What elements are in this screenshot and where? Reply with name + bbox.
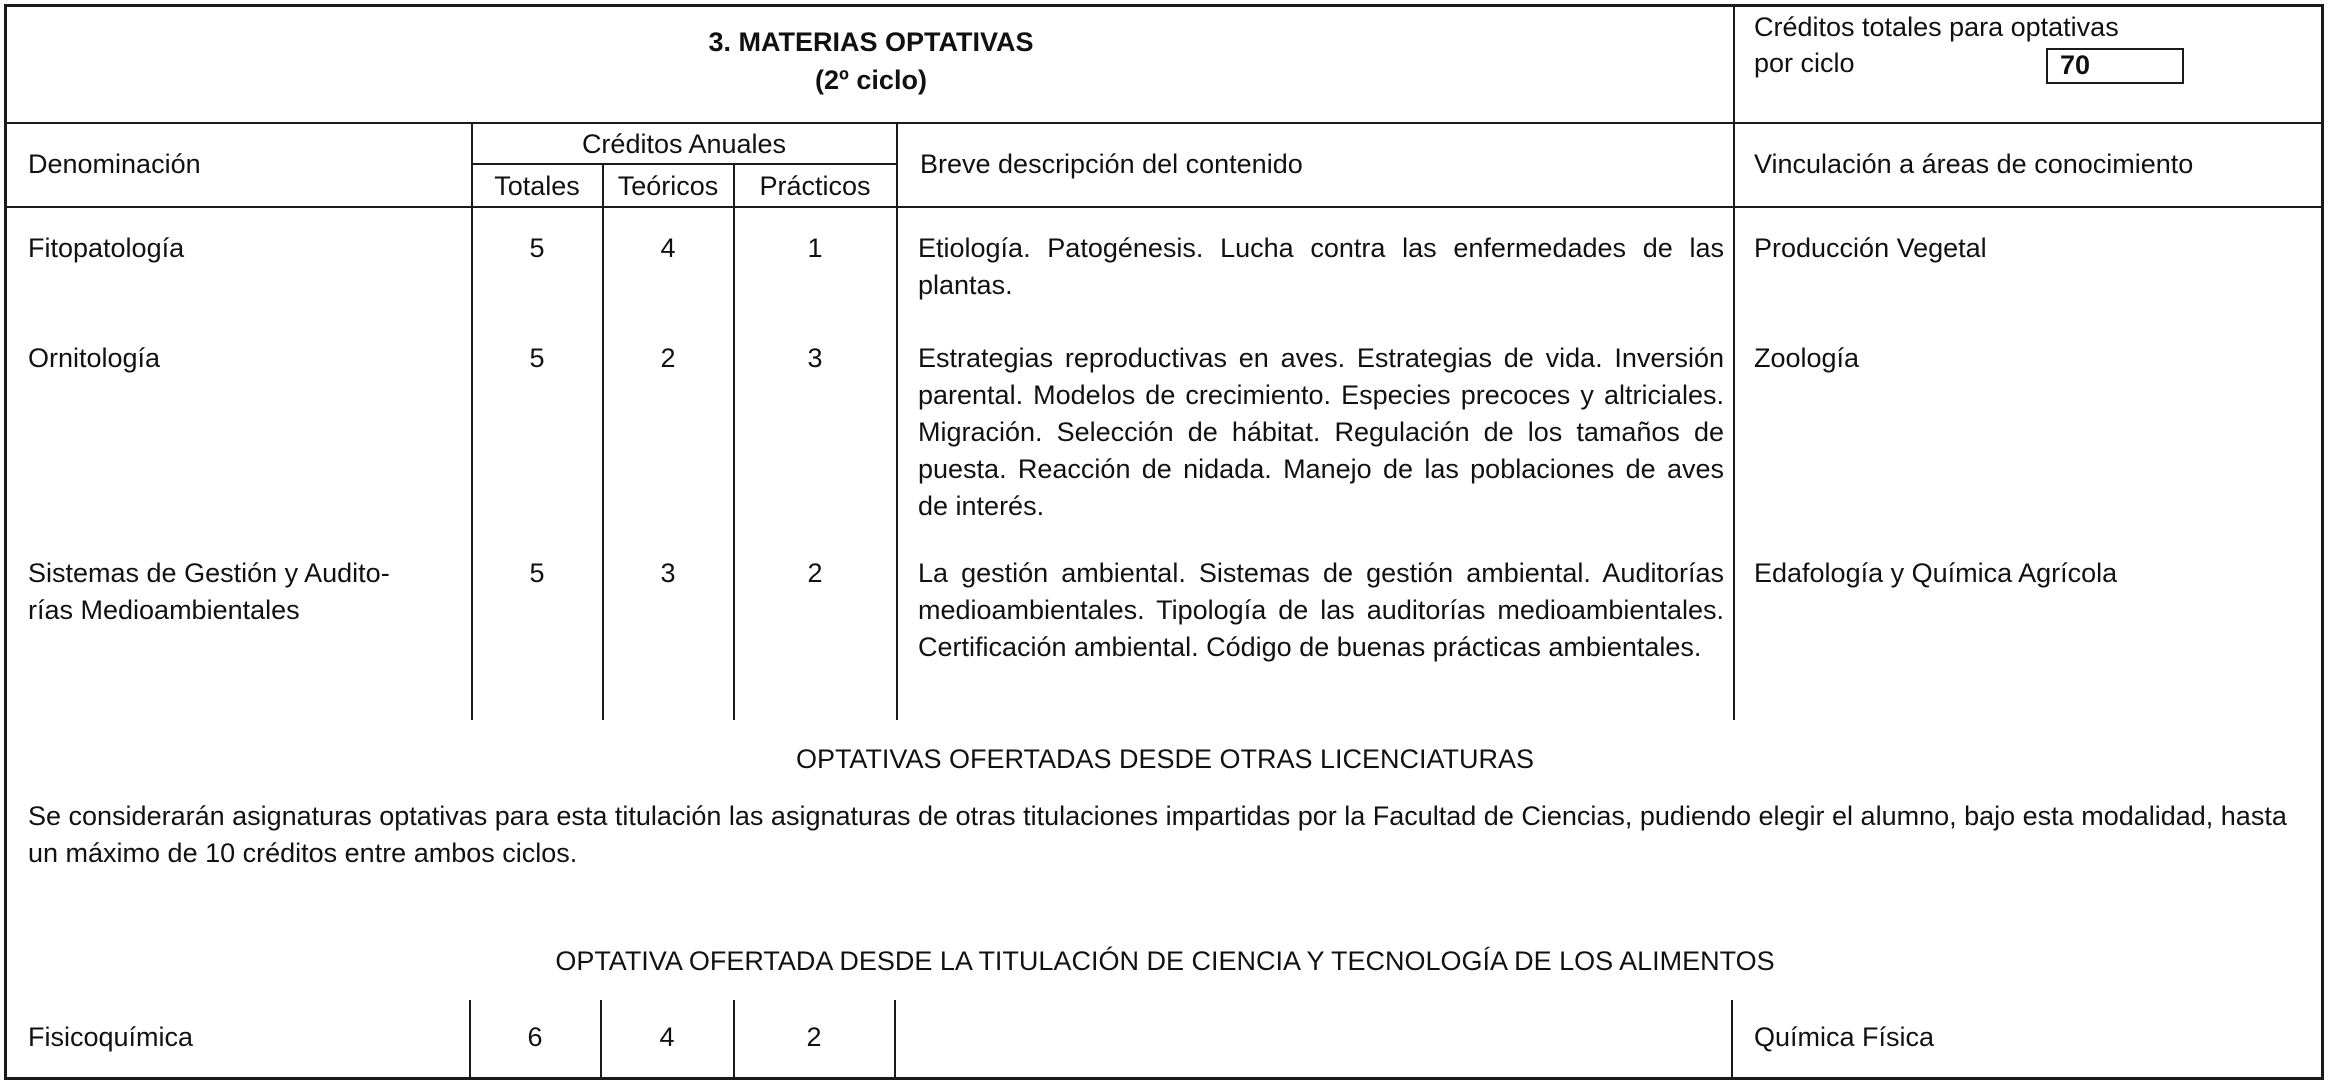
credits-label: Créditos totales para optativas [1754, 12, 2119, 42]
row-fitopatologia-practicos: 1 [807, 233, 823, 263]
column-header-divider [7, 206, 2323, 208]
row-ornitologia-practicos: 3 [807, 343, 823, 373]
row-fisicoquimica-name: Fisicoquímica [28, 1022, 194, 1052]
header-divider [7, 122, 2323, 124]
column-header-practicos: Prácticos [759, 171, 871, 201]
row-ornitologia-name: Ornitología [28, 343, 161, 373]
column-header-descripcion: Breve descripción del contenido [920, 149, 1303, 179]
row-sistemas-gestion-teoricos: 3 [660, 558, 676, 588]
credits-label-cycle: por ciclo [1754, 48, 1855, 78]
row-sistemas-gestion-practicos: 2 [807, 558, 823, 588]
column-header-creditos-anuales: Créditos Anuales [581, 129, 787, 159]
row-sistemas-gestion-totales: 5 [529, 558, 545, 588]
creditos-subheader-divider [472, 163, 896, 165]
row-fitopatologia-teoricos: 4 [660, 233, 676, 263]
otras-licenciaturas-heading: OPTATIVAS OFERTADAS DESDE OTRAS LICENCIATURAS [795, 744, 1535, 774]
alimentos-heading: OPTATIVA OFERTADA DESDE LA TITULACIÓN DE CIENCIA Y TECNOLOGÍA DE LOS ALIMENTOS [555, 946, 1775, 976]
row-ornitologia-totales: 5 [529, 343, 545, 373]
row-sistemas-gestion-name: Sistemas de Gestión y Audito- [28, 558, 390, 588]
row-fitopatologia-name: Fitopatología [28, 233, 185, 263]
row-fitopatologia-vinculacion: Producción Vegetal [1754, 233, 1987, 263]
row-ornitologia-vinculacion: Zoología [1754, 343, 1860, 373]
col-divider-5 [1733, 122, 1735, 720]
column-header-totales: Totales [494, 171, 580, 201]
col-divider-4 [896, 122, 898, 720]
otras-licenciaturas-paragraph: Se considerarán asignaturas optativas para esta titulación las asignaturas de otras titulaciones impartidas por la Facultad de Ciencias, pudiendo elegir el alumno, bajo esta modalidad, hasta un máximo de 10 créditos entre ambos ciclos. [28, 801, 2287, 868]
alimentos-col-divider-5 [1731, 1000, 1733, 1078]
col-divider-1 [471, 122, 473, 720]
row-sistemas-gestion-descripcion: La gestión ambiental. Sistemas de gestión ambiental. Auditorías medioambientales. Tipología de las auditorías medioambientales. Certificación ambiental. Código de buenas prácticas ambientales. [918, 558, 1724, 662]
row-sistemas-gestion-name-cont: rías Medioambientales [28, 595, 300, 625]
row-fisicoquimica-teoricos: 4 [659, 1022, 675, 1052]
column-header-denominacion: Denominación [28, 149, 201, 179]
column-header-teoricos: Teóricos [617, 171, 719, 201]
section-subtitle: (2º ciclo) [815, 65, 927, 95]
row-ornitologia-teoricos: 2 [660, 343, 676, 373]
row-fisicoquimica-vinculacion: Química Física [1754, 1022, 1935, 1052]
row-fisicoquimica-totales: 6 [527, 1022, 543, 1052]
row-fitopatologia-totales: 5 [529, 233, 545, 263]
section-title: 3. MATERIAS OPTATIVAS [708, 27, 1034, 57]
row-sistemas-gestion-vinculacion: Edafología y Química Agrícola [1754, 558, 2118, 588]
row-fitopatologia-descripcion: Etiología. Patogénesis. Lucha contra las enfermedades de las plantas. [918, 233, 1724, 300]
alimentos-col-divider-4 [894, 1000, 896, 1078]
credits-total-value: 70 [2046, 48, 2184, 84]
row-ornitologia-descripcion: Estrategias reproductivas en aves. Estrategias de vida. Inversión parental. Modelos de crecimiento. Especies precoces y altriciales. Migración. Selección de hábitat. Regulación de los tamaños de puesta. Reacción de nidada. Manejo de las poblaciones de aves de interés. [918, 343, 1724, 521]
row-fisicoquimica-practicos: 2 [806, 1022, 822, 1052]
header-vertical-divider [1733, 7, 1735, 122]
column-header-vinculacion: Vinculación a áreas de conocimiento [1754, 149, 2194, 179]
